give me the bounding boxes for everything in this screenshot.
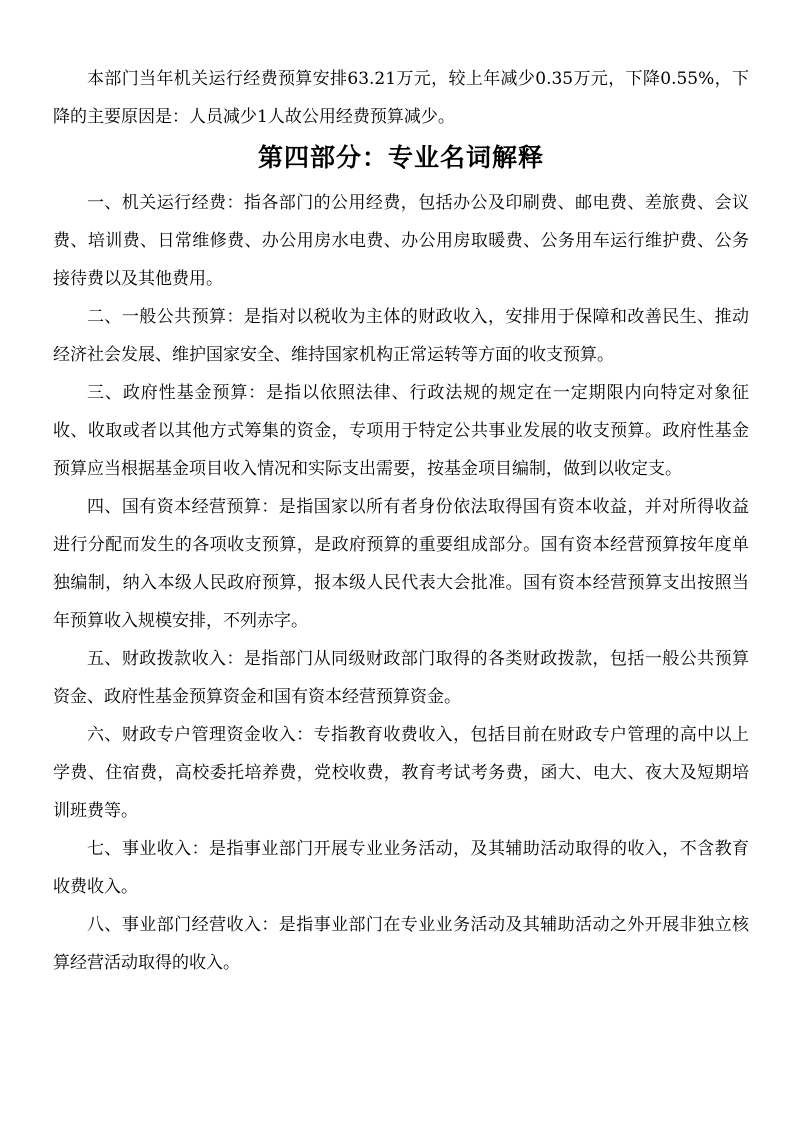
definition-paragraph-3: 三、政府性基金预算：是指以依照法律、行政法规的规定在一定期限内向特定对象征收、收取或者以其他方式筹集的资金，专项用于特定公共事业发展的收支预算。政府性基金预算应当根据基金项目收入情况和实际支出需要，按基金项目编制，做到以收定支。 (53, 383, 749, 479)
section-heading: 第四部分：专业名词解释 (257, 143, 544, 172)
definition-paragraph-5: 五、财政拨款收入：是指部门从同级财政部门取得的各类财政拨款，包括一般公共预算资金、政府性基金预算资金和国有资本经营预算资金。 (53, 649, 749, 707)
definition-paragraph-1: 一、机关运行经费：指各部门的公用经费，包括办公及印刷费、邮电费、差旅费、会议费、培训费、日常维修费、办公用房水电费、办公用房取暖费、公务用车运行维护费、公务接待费以及其他费用。 (53, 193, 749, 289)
definition-paragraph-8: 八、事业部门经营收入：是指事业部门在专业业务活动及其辅助活动之外开展非独立核算经营活动取得的收入。 (53, 915, 749, 973)
document-page (53, 60, 749, 982)
definition-paragraph-7: 七、事业收入：是指事业部门开展专业业务活动，及其辅助活动取得的收入，不含教育收费收入。 (53, 839, 749, 897)
intro-paragraph: 本部门当年机关运行经费预算安排63.21万元，较上年减少0.35万元，下降0.55%，下降的主要原因是：人员减少1人故公用经费预算减少。 (53, 69, 749, 127)
definition-paragraph-2: 二、一般公共预算：是指对以税收为主体的财政收入，安排用于保障和改善民生、推动经济社会发展、维护国家安全、维持国家机构正常运转等方面的收支预算。 (53, 307, 749, 365)
definition-paragraph-6: 六、财政专户管理资金收入：专指教育收费收入，包括目前在财政专户管理的高中以上学费、住宿费，高校委托培养费，党校收费，教育考试考务费，函大、电大、夜大及短期培训班费等。 (53, 725, 749, 821)
definition-paragraph-4: 四、国有资本经营预算：是指国家以所有者身份依法取得国有资本收益，并对所得收益进行分配而发生的各项收支预算，是政府预算的重要组成部分。国有资本经营预算按年度单独编制，纳入本级人民政府预算，报本级人民代表大会批准。国有资本经营预算支出按照当年预算收入规模安排，不列赤字。 (53, 497, 749, 631)
